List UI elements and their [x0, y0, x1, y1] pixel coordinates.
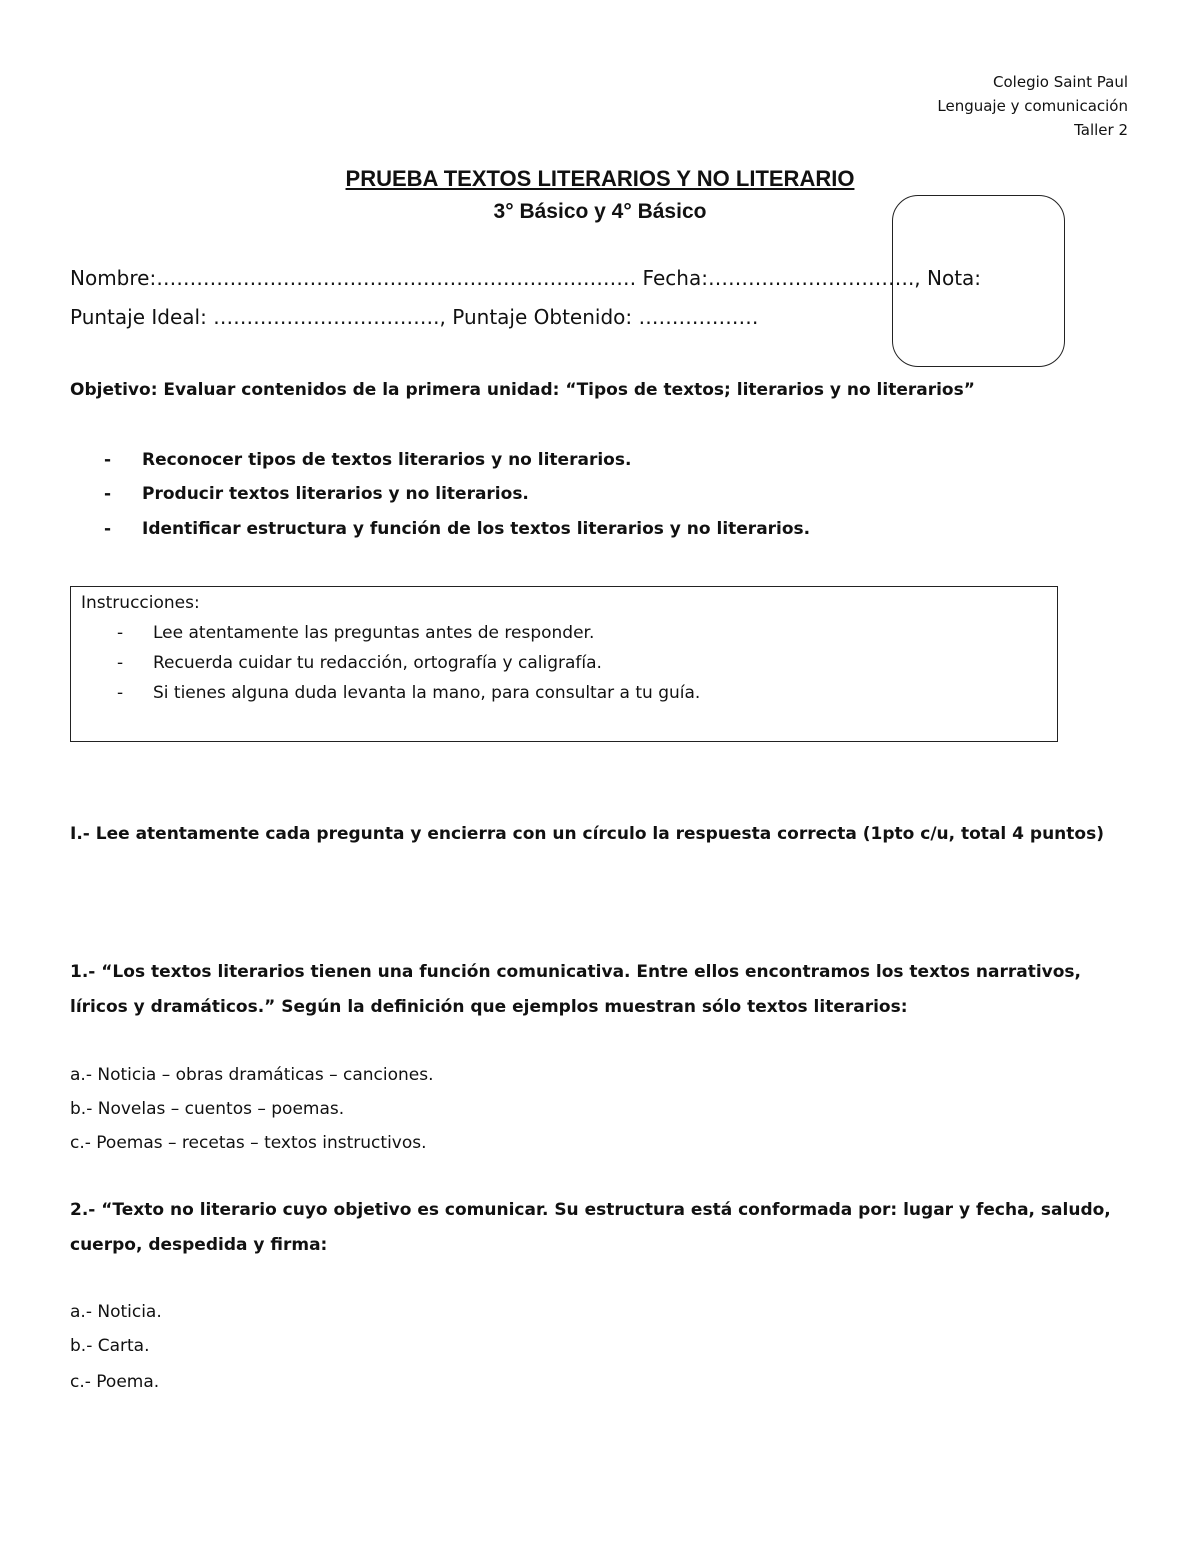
- goal-text: Producir textos literarios y no literarios.: [142, 484, 529, 504]
- objective: Objetivo: Evaluar contenidos de la primera unidad: “Tipos de textos; literarios y no literarios”: [70, 380, 975, 400]
- instruction-text: Si tienes alguna duda levanta la mano, para consultar a tu guía.: [153, 683, 701, 703]
- instruction-item: - Recuerda cuidar tu redacción, ortografía y caligrafía.: [117, 653, 602, 673]
- question-2-option-b: b.- Carta.: [70, 1336, 150, 1356]
- question-2-option-a: a.- Noticia.: [70, 1302, 162, 1322]
- question-1-text: 1.- “Los textos literarios tienen una función comunicativa. Entre ellos encontramos los textos narrativos, líricos y dramáticos.” Según la definición que ejemplos muestran sólo textos literarios:: [70, 962, 1082, 1017]
- goal-text: Reconocer tipos de textos literarios y no literarios.: [142, 450, 632, 470]
- question-2-text: 2.- “Texto no literario cuyo objetivo es comunicar. Su estructura está conformada por: lugar y fecha, saludo, cuerpo, despedida y firma:: [70, 1200, 1111, 1255]
- workshop-label: Taller 2: [1074, 121, 1128, 139]
- goal-item: - Identificar estructura y función de los textos literarios y no literarios.: [104, 519, 811, 539]
- instruction-item: - Si tienes alguna duda levanta la mano, para consultar a tu guía.: [117, 683, 701, 703]
- subject-name: Lenguaje y comunicación: [937, 97, 1128, 115]
- goal-item: - Reconocer tipos de textos literarios y no literarios.: [104, 450, 632, 470]
- instruction-text: Recuerda cuidar tu redacción, ortografía y caligrafía.: [153, 653, 602, 673]
- question-1-option-c: c.- Poemas – recetas – textos instructivos.: [70, 1133, 427, 1153]
- test-title: PRUEBA TEXTOS LITERARIOS Y NO LITERARIO: [345, 166, 855, 191]
- test-subtitle: 3° Básico y 4° Básico: [493, 200, 707, 223]
- goal-item: - Producir textos literarios y no literarios.: [104, 484, 529, 504]
- question-1-option-a: a.- Noticia – obras dramáticas – canciones.: [70, 1065, 434, 1085]
- student-fields-line-1: Nombre:……………………………………………………………… Fecha:…………………………., Nota:: [70, 266, 982, 290]
- instructions-title: Instrucciones:: [81, 593, 200, 613]
- school-name: Colegio Saint Paul: [993, 73, 1128, 91]
- instruction-item: - Lee atentamente las preguntas antes de responder.: [117, 623, 595, 643]
- student-fields-line-2: Puntaje Ideal: ……………………………., Puntaje Obtenido: ………………: [70, 305, 759, 329]
- goal-text: Identificar estructura y función de los textos literarios y no literarios.: [142, 519, 811, 539]
- question-2-option-c: c.- Poema.: [70, 1372, 160, 1392]
- instructions-box: [70, 586, 1058, 742]
- instruction-text: Lee atentamente las preguntas antes de responder.: [153, 623, 595, 643]
- document-header: [937, 70, 1128, 142]
- section-heading: I.- Lee atentamente cada pregunta y encierra con un círculo la respuesta correcta (1pto c/u, total 4 puntos): [70, 824, 1104, 844]
- question-1-option-b: b.- Novelas – cuentos – poemas.: [70, 1099, 345, 1119]
